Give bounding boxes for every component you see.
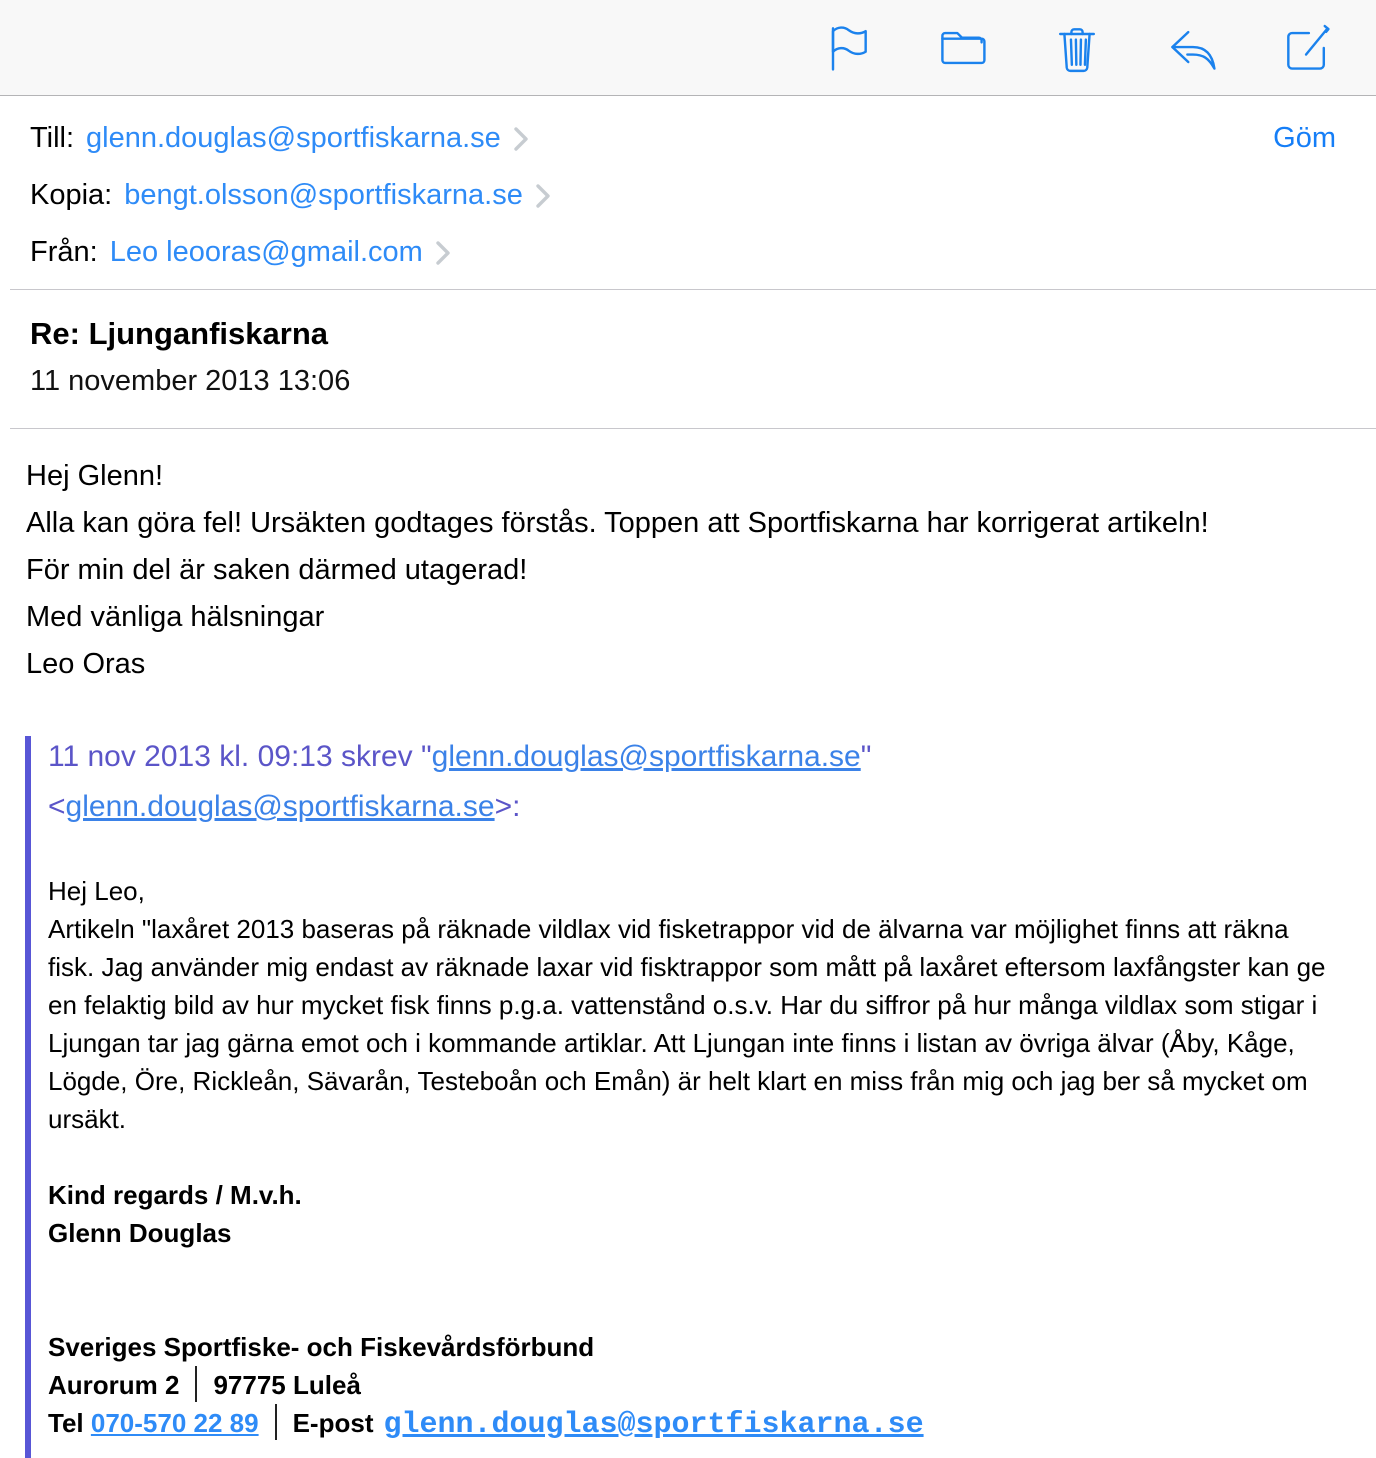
- quoted-sender-link[interactable]: glenn.douglas@sportfiskarna.se: [431, 740, 861, 773]
- quoted-sender-link[interactable]: glenn.douglas@sportfiskarna.se: [65, 790, 495, 823]
- reply-button[interactable]: [1161, 17, 1223, 79]
- chevron-right-icon: [433, 239, 453, 267]
- reply-icon: [1164, 20, 1220, 76]
- cc-row: [30, 167, 1336, 224]
- subject-block: [0, 290, 1376, 428]
- from-address-link[interactable]: Leo leooras@gmail.com: [109, 236, 423, 268]
- quote-attribution-text: 11 nov 2013 kl. 09:13 skrev ": [48, 740, 432, 773]
- body-line: Alla kan göra fel! Ursäkten godtages förstås. Toppen att Sportfiskarna har korrigerat artikeln!: [26, 507, 1209, 539]
- signature-organization: Sveriges Sportfiske- och Fiskevårdsförbund: [48, 1332, 595, 1362]
- body-line: För min del är saken därmed utagerad!: [26, 554, 528, 586]
- quoted-paragraph: Artikeln "laxåret 2013 baseras på räknade vildlax vid fisketrappor vid de älvarna var möjlighet finns att räkna fisk. Jag använder mig endast av räknade laxar vid fisktrappor som mått på laxåret eftersom laxfångster kan ge en felaktig bild av hur mycket fisk finns p.g.a. vattenstånd o.s.v. Har du siffror på hur många vildlax som stigar i Ljungan tar jag gärna emot och i kommande artiklar. Att Ljungan inte finns i listan av övriga älvar (Åby, Kåge, Lögde, Öre, Rickleån, Sävarån, Testeboån och Emån) är helt klart en miss från mig och jag ber så mycket om ursäkt.: [48, 914, 1326, 1134]
- separator-bar: [195, 1366, 197, 1402]
- signature-email-link[interactable]: glenn.douglas@sportfiskarna.se: [383, 1408, 924, 1442]
- compose-button[interactable]: [1276, 17, 1338, 79]
- signature-regards: Kind regards / M.v.h.: [48, 1180, 302, 1210]
- quote-level-bar: [25, 736, 31, 1458]
- body-line: Hej Glenn!: [26, 460, 164, 492]
- spacer: [48, 1252, 1346, 1328]
- quoted-greeting: Hej Leo,: [48, 876, 145, 906]
- mail-toolbar: [0, 0, 1376, 96]
- signature-address-street: Aurorum 2: [48, 1370, 180, 1400]
- spacer: [48, 1138, 1346, 1176]
- message-body: [0, 429, 1376, 688]
- separator-bar: [275, 1404, 277, 1440]
- phone-link[interactable]: 070-570 22 89: [90, 1408, 259, 1438]
- signature-address: [48, 1366, 1338, 1404]
- body-line: Med vänliga hälsningar: [26, 601, 325, 633]
- subject-title: Re: Ljunganfiskarna: [30, 316, 328, 351]
- from-label: Från:: [30, 236, 98, 268]
- signature-name: Glenn Douglas: [48, 1218, 232, 1248]
- signature-contact: [48, 1404, 1338, 1444]
- quoted-body: [48, 872, 1346, 1444]
- to-address-link[interactable]: glenn.douglas@sportfiskarna.se: [86, 122, 501, 154]
- quote-attribution-text: ": [860, 740, 872, 773]
- quote-attribution-text: >:: [494, 790, 521, 823]
- message-date: 11 november 2013 13:06: [30, 365, 351, 397]
- epost-label: E-post: [292, 1408, 374, 1438]
- compose-icon: [1279, 20, 1335, 76]
- flag-icon: [819, 20, 875, 76]
- quote-attribution-text: <: [48, 790, 66, 823]
- move-to-folder-button[interactable]: [931, 17, 993, 79]
- chevron-right-icon: [533, 182, 553, 210]
- chevron-right-icon: [511, 125, 531, 153]
- from-row: [30, 224, 1336, 281]
- cc-label: Kopia:: [30, 179, 113, 211]
- folder-icon: [934, 20, 990, 76]
- quote-attribution: [48, 732, 1208, 832]
- quoted-message: [0, 732, 1376, 1458]
- tel-label: Tel: [48, 1408, 84, 1438]
- trash-button[interactable]: [1046, 17, 1108, 79]
- to-label: Till:: [30, 122, 75, 154]
- body-line: Leo Oras: [26, 648, 146, 680]
- signature-address-city: 97775 Luleå: [213, 1370, 361, 1400]
- flag-button[interactable]: [816, 17, 878, 79]
- hide-details-link[interactable]: Göm: [1273, 122, 1336, 154]
- to-row: [30, 110, 1336, 167]
- trash-icon: [1049, 20, 1105, 76]
- message-headers: [0, 96, 1376, 289]
- cc-address-link[interactable]: bengt.olsson@sportfiskarna.se: [124, 179, 523, 211]
